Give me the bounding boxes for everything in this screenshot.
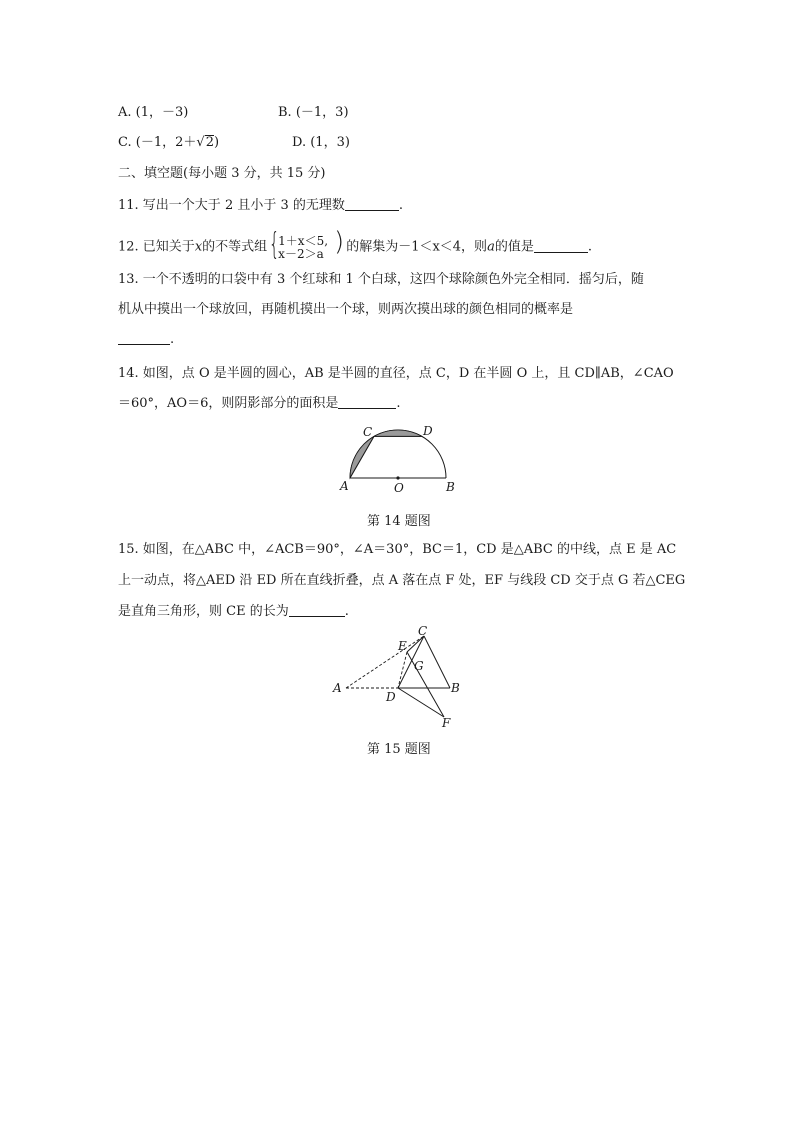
question-13-line-3: [118, 331, 174, 349]
answer-blank-14: [338, 395, 396, 409]
segment-ec: [407, 636, 424, 652]
section-title: 二、填空题(每小题 3 分，共 15 分): [118, 166, 326, 181]
label-f: F: [442, 716, 451, 730]
label-c: C: [363, 425, 373, 439]
var-x: x: [194, 239, 203, 255]
question-14-line-1: 14. 如图，点 O 是半圆的圆心，AB 是半圆的直径，点 C，D 在半圆 O 上，且 CD∥AB，∠CAO: [118, 366, 674, 381]
question-15-line-1: 15. 如图，在△ABC 中，∠ACB＝90°，∠A＝30°，BC＝1，CD 是△ABC 的中线，点 E 是 AC: [118, 542, 677, 557]
inequality-system: [269, 227, 345, 262]
answer-blank-15: [289, 603, 345, 617]
question-14-line-2-text: ＝60°，AO＝6，则阴影部分的面积是: [118, 396, 339, 411]
brace-left: {: [269, 227, 280, 262]
segment-bc: [424, 636, 450, 688]
option-c-value-pre: (－1，2＋: [135, 135, 197, 150]
label-o: O: [394, 481, 404, 495]
sqrt-radicand: 2: [205, 135, 214, 150]
option-c-label: C.: [118, 135, 132, 150]
question-14-line-2: [118, 395, 401, 413]
question-12-post2: 的值是: [494, 239, 534, 255]
question-12-end: .: [587, 239, 592, 255]
label-b: B: [446, 480, 455, 494]
question-15-line-3-text: 是直角三角形，则 CE 的长为: [118, 604, 289, 619]
option-c: [118, 134, 219, 152]
option-d-label: D.: [292, 135, 307, 150]
chord-ac: [350, 436, 374, 478]
option-a-value: (1，－3): [135, 105, 189, 120]
system-row-2: x－2＞a: [278, 246, 324, 261]
var-a: a: [487, 239, 495, 255]
option-d-value: (1，3): [310, 135, 350, 150]
paren-right: ): [334, 227, 345, 257]
figure-15-caption: 第 15 题图: [367, 742, 431, 757]
question-12-post: 的解集为－1＜x＜4，则: [346, 239, 488, 255]
question-11-end: .: [398, 198, 404, 213]
label-d: D: [386, 690, 396, 704]
answer-blank-11: [345, 197, 399, 211]
system-row-1: 1＋x＜5,: [278, 233, 329, 248]
question-12-pre: 12. 已知关于: [118, 239, 195, 255]
segment-df: [398, 688, 444, 717]
shaded-segment-cd: [374, 430, 422, 436]
option-b: [278, 104, 349, 122]
option-a-label: A.: [118, 105, 132, 120]
segment-ef: [407, 652, 444, 717]
center-point-o: [396, 476, 399, 479]
label-b: B: [451, 681, 460, 695]
option-c-value-post: ): [213, 135, 220, 150]
label-d: D: [423, 424, 433, 438]
question-15-end: .: [344, 604, 349, 619]
label-g: G: [414, 659, 424, 673]
question-11: [118, 197, 403, 215]
figure-15: [330, 625, 470, 730]
question-12: [118, 227, 592, 262]
question-13-line-1: 13. 一个不透明的口袋中有 3 个红球和 1 个白球，这四个球除颜色外完全相同．摇匀后，随: [118, 272, 644, 287]
option-a: [118, 104, 188, 122]
segment-ed-dashed: [398, 652, 407, 688]
label-a: A: [333, 681, 342, 695]
label-e: E: [398, 639, 407, 653]
label-c: C: [418, 625, 428, 638]
question-15-line-2: 上一动点，将△AED 沿 ED 所在直线折叠，点 A 落在点 F 处，EF 与线段 CD 交于点 G 若△CEG: [118, 573, 686, 588]
figure-14: [330, 420, 470, 500]
sqrt-sign: √: [196, 135, 205, 150]
question-13-line-2: 机从中摸出一个球放回，再随机摸出一个球，则两次摸出球的颜色相同的概率是: [118, 302, 574, 317]
label-a: A: [340, 479, 349, 493]
figure-14-caption: 第 14 题图: [367, 514, 431, 529]
question-13-end: .: [170, 332, 175, 347]
answer-blank-13: [118, 331, 170, 345]
option-d: [292, 134, 350, 152]
system-rows: [278, 235, 328, 261]
question-12-mid: 的不等式组: [202, 239, 268, 255]
question-14-end: .: [396, 396, 401, 411]
option-b-value: (－1，3): [295, 105, 349, 120]
question-11-text: 11. 写出一个大于 2 且小于 3 的无理数: [118, 198, 345, 213]
question-15-line-3: [118, 603, 349, 621]
answer-blank-12: [534, 239, 588, 253]
option-b-label: B.: [278, 105, 292, 120]
